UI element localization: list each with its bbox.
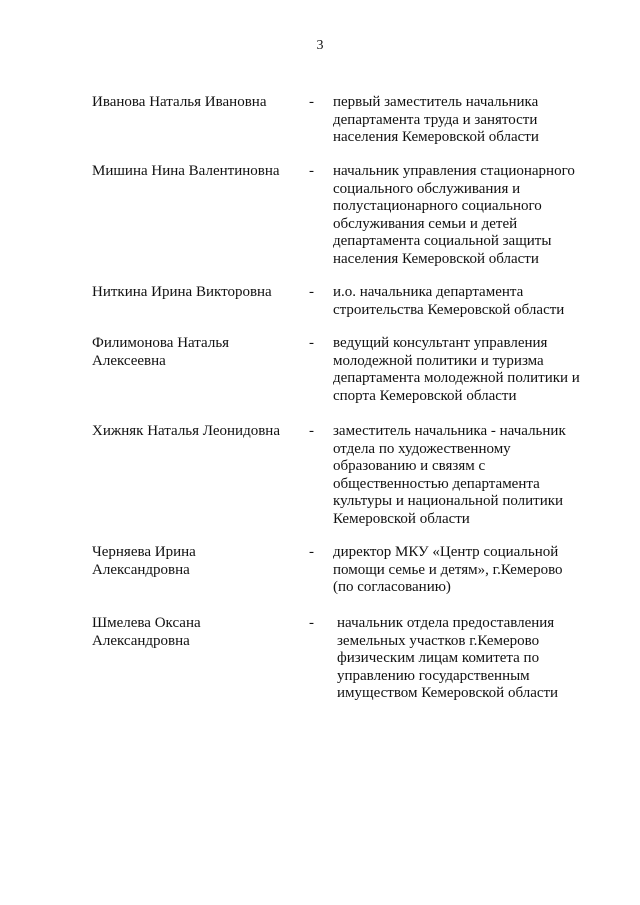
member-name: Шмелева Оксана Александровна: [92, 615, 201, 649]
member-name: Иванова Наталья Ивановна: [92, 94, 267, 110]
member-position: начальник управления стационарного социального обслуживания и полустационарного социального обслуживания семьи и детей департамента социальной защиты населения Кемеровской области: [333, 163, 575, 267]
member-name: Филимонова Наталья Алексеевна: [92, 335, 230, 369]
member-position: и.о. начальника департамента строительства Кемеровской области: [333, 284, 565, 318]
dash-separator: -: [309, 335, 314, 351]
member-position: директор МКУ «Центр социальной помощи семье и детям», г.Кемерово (по согласованию): [333, 544, 563, 595]
dash-separator: -: [309, 284, 314, 300]
member-position: ведущий консультант управления молодежной политики и туризма департамента молодежной политики и спорта Кемеровской области: [333, 335, 580, 404]
member-name: Мишина Нина Валентиновна: [92, 163, 280, 179]
member-position: первый заместитель начальника департамента труда и занятости населения Кемеровской области: [333, 94, 539, 145]
page-number: 3: [316, 38, 324, 53]
dash-separator: -: [309, 163, 314, 179]
dash-separator: -: [309, 423, 314, 439]
member-name: Хижняк Наталья Леонидовна: [92, 423, 280, 439]
member-name: Черняева Ирина Александровна: [92, 544, 196, 578]
dash-separator: -: [309, 94, 314, 110]
dash-separator: -: [309, 544, 314, 560]
member-name: Ниткина Ирина Викторовна: [92, 284, 272, 300]
member-position: заместитель начальника - начальник отдела по художественному образованию и связям с общественностью департамента культуры и национальной политики Кемеровской области: [333, 423, 566, 527]
member-position: начальник отдела предоставления земельных участков г.Кемерово физическим лицам комитета по управлению государственным имуществом Кемеровской области: [337, 615, 559, 701]
dash-separator: -: [309, 615, 314, 631]
